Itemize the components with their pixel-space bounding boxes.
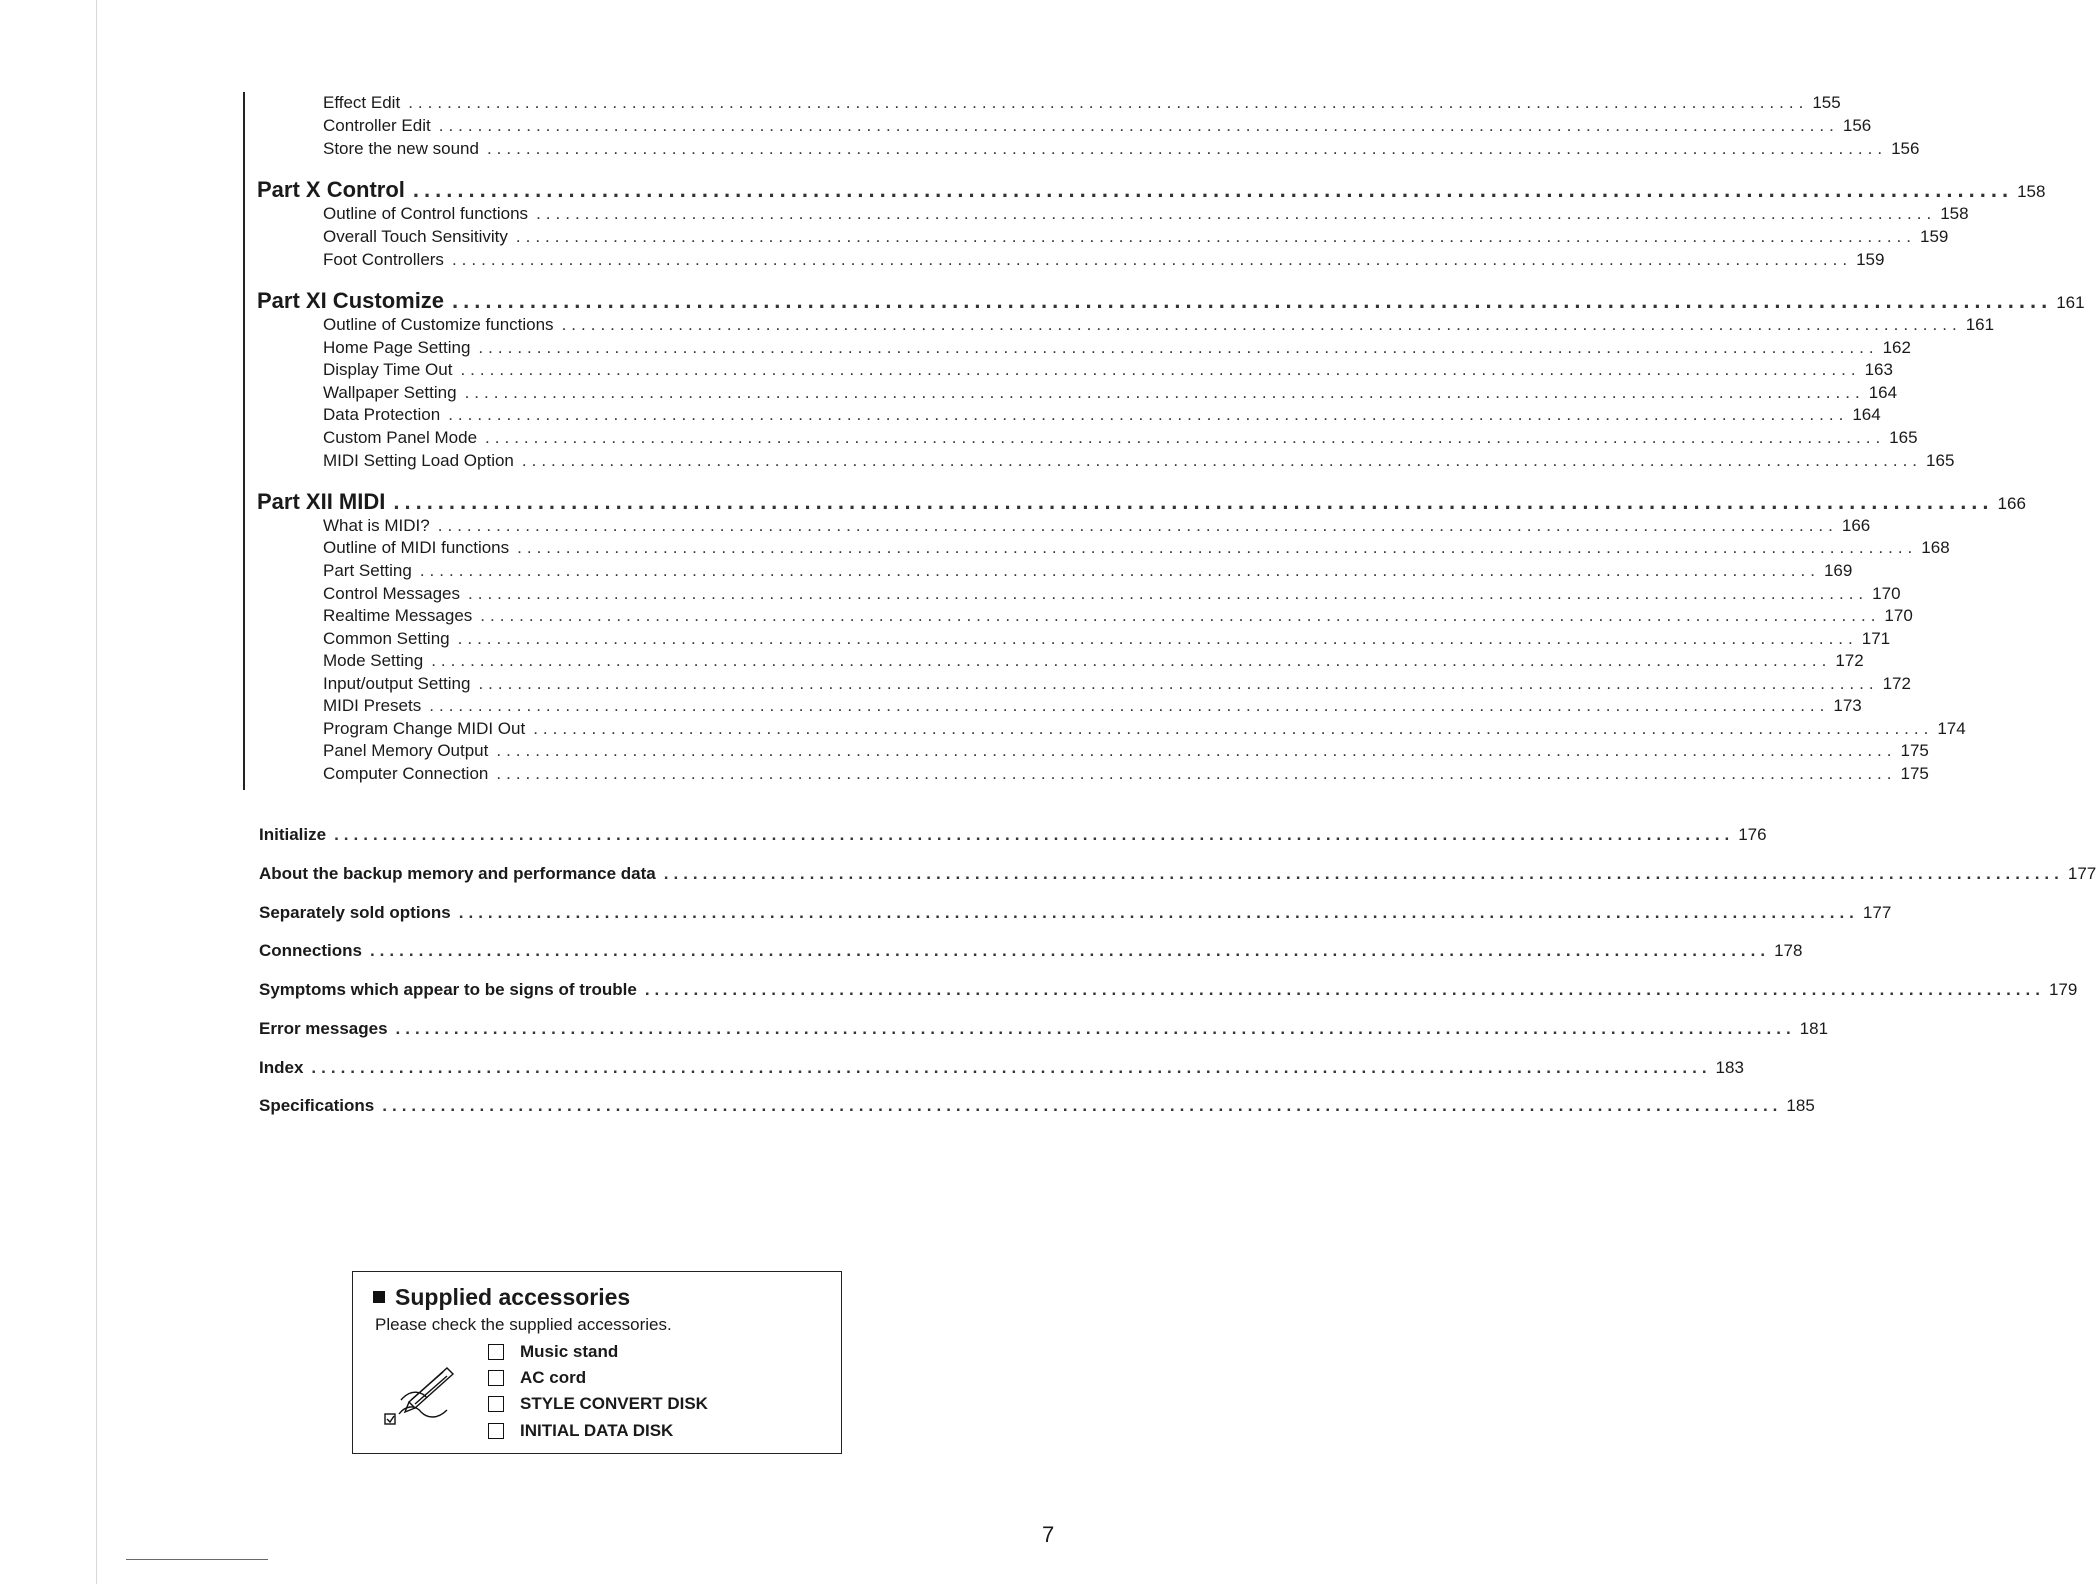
toc-entry-label: Data Protection: [323, 405, 441, 424]
toc-misc-label: Specifications: [259, 1096, 375, 1115]
toc-entry-label: Panel Memory Output: [323, 741, 489, 760]
accessories-title: Supplied accessories: [395, 1284, 631, 1310]
toc-entry-page: 155: [1812, 93, 1841, 112]
dot-leader: ................................................................................................................................................: [429, 696, 1830, 715]
dot-leader: ................................................................................................................................................: [517, 538, 1918, 557]
checkbox-icon[interactable]: [488, 1396, 504, 1412]
toc-entry-label: Home Page Setting: [323, 338, 471, 357]
toc-entry[interactable]: [323, 651, 1864, 671]
accessories-note: Please check the supplied accessories.: [375, 1315, 672, 1334]
dot-leader: ................................................................................................................................................: [451, 250, 1853, 269]
dot-leader: ................................................................................................................................................: [478, 338, 1879, 357]
toc-entry-label: MIDI Setting Load Option: [323, 451, 514, 470]
toc-entry-page: 168: [1921, 538, 1950, 557]
dot-leader: ................................................................................................................................................: [521, 451, 1923, 470]
toc-misc-entry[interactable]: [259, 864, 2096, 884]
accessory-item[interactable]: [488, 1394, 708, 1414]
toc-part-heading[interactable]: [257, 489, 2026, 515]
supplied-accessories-box: [352, 1271, 842, 1454]
accessory-item[interactable]: [488, 1421, 673, 1441]
dot-leader: ................................................................................................................................................: [496, 764, 1897, 783]
toc-entry-label: Custom Panel Mode: [323, 428, 478, 447]
accessory-item[interactable]: [488, 1368, 586, 1388]
toc-entry-label: Input/output Setting: [323, 674, 471, 693]
part-title: Part XI Customize: [257, 288, 445, 313]
dot-leader: ................................................................................................................................................: [311, 1058, 1712, 1077]
toc-entry-label: Computer Connection: [323, 764, 489, 783]
toc-entry[interactable]: [323, 315, 1995, 335]
dot-leader: ................................................................................................................................................: [437, 516, 1838, 535]
toc-entry-page: 171: [1861, 629, 1891, 648]
toc-entry-page: 158: [1940, 204, 1969, 223]
toc-misc-page: 177: [1862, 903, 1892, 922]
toc-entry-page: 162: [1882, 338, 1911, 357]
dot-leader: ................................................................................................................................................: [478, 674, 1879, 693]
checkbox-icon[interactable]: [488, 1423, 504, 1439]
toc-entry[interactable]: [323, 204, 1969, 224]
toc-misc-entry[interactable]: [259, 941, 1803, 961]
toc-entry[interactable]: [323, 674, 1911, 694]
part-page: 158: [2017, 182, 2046, 201]
toc-entry[interactable]: [323, 741, 1929, 761]
part-title: Part XII MIDI: [257, 489, 386, 514]
toc-entry-page: 175: [1900, 764, 1929, 783]
toc-entry[interactable]: [323, 405, 1881, 425]
toc-entry-page: 175: [1900, 741, 1929, 760]
toc-entry[interactable]: [323, 227, 1949, 247]
dot-leader: ................................................................................................................................................: [515, 227, 1917, 246]
part-page: 166: [1997, 494, 2026, 513]
toc-entry-label: Outline of Customize functions: [323, 315, 554, 334]
toc-entry[interactable]: [323, 606, 1913, 626]
toc-misc-page: 177: [2067, 864, 2096, 883]
toc-entry-label: What is MIDI?: [323, 516, 430, 535]
accessory-label: AC cord: [520, 1368, 587, 1387]
toc-misc-entry[interactable]: [259, 1058, 1744, 1078]
section-rule: [243, 92, 245, 790]
dot-leader: ................................................................................................................................................: [431, 651, 1832, 670]
dot-leader: ................................................................................................................................................: [382, 1096, 1783, 1115]
toc-entry-page: 169: [1823, 561, 1853, 580]
dot-leader: ................................................................................................................................................: [486, 139, 1888, 158]
toc-entry[interactable]: [323, 764, 1929, 784]
dot-leader: ................................................................................................................................................: [369, 941, 1771, 960]
toc-misc-page: 185: [1786, 1096, 1815, 1115]
dot-leader: ................................................................................................................................................: [419, 561, 1820, 580]
dot-leader: ................................................................................................................................................: [457, 629, 1858, 648]
toc-entry[interactable]: [323, 250, 1885, 270]
accessories-heading: [373, 1284, 630, 1311]
toc-entry-page: 174: [1937, 719, 1966, 738]
toc-misc-page: 179: [2048, 980, 2078, 999]
accessory-item[interactable]: [488, 1342, 618, 1362]
toc-entry-page: 165: [1889, 428, 1918, 447]
toc-entry-page: 156: [1891, 139, 1920, 158]
toc-misc-entry[interactable]: [259, 980, 2078, 1000]
toc-entry[interactable]: [323, 696, 1862, 716]
toc-misc-entry[interactable]: [259, 1019, 1829, 1039]
dot-leader: ................................................................................................................................................: [644, 980, 2045, 999]
toc-entry[interactable]: [323, 360, 1893, 380]
toc-misc-label: Initialize: [259, 825, 327, 844]
toc-entry-page: 170: [1884, 606, 1913, 625]
dot-leader: ................................................................................................................................................: [536, 204, 1937, 223]
toc-entry[interactable]: [323, 139, 1920, 159]
dot-leader: ................................................................................................................................................: [533, 719, 1934, 738]
toc-entry-page: 170: [1872, 584, 1901, 603]
toc-part-heading[interactable]: [257, 288, 2085, 314]
dot-leader: ................................................................................................................................................: [395, 1019, 1796, 1038]
toc-entry-label: Realtime Messages: [323, 606, 473, 625]
toc-entry[interactable]: [323, 116, 1872, 136]
dot-leader: ................................................................................................................................................: [460, 360, 1861, 379]
part-title: Part X Control: [257, 177, 405, 202]
dot-leader: ................................................................................................................................................: [485, 428, 1886, 447]
toc-entry[interactable]: [323, 451, 1955, 471]
checkbox-icon[interactable]: [488, 1344, 504, 1360]
dot-leader: ................................................................................................................................................: [334, 825, 1735, 844]
toc-entry-page: 159: [1856, 250, 1885, 269]
toc-misc-page: 176: [1738, 825, 1767, 844]
toc-misc-entry[interactable]: [259, 825, 1767, 845]
toc-misc-page: 178: [1774, 941, 1803, 960]
toc-entry[interactable]: [323, 538, 1950, 558]
toc-entry-page: 173: [1833, 696, 1862, 715]
dot-leader: ................................................................................................................................................: [393, 489, 1994, 514]
toc-entry[interactable]: [323, 338, 1911, 358]
dot-leader: ................................................................................................................................................: [412, 177, 2014, 202]
toc-entry[interactable]: [323, 584, 1901, 604]
toc-entry-page: 165: [1926, 451, 1955, 470]
toc-misc-entry[interactable]: [259, 1096, 1815, 1116]
toc-entry-page: 164: [1852, 405, 1881, 424]
toc-entry-label: Part Setting: [323, 561, 412, 580]
toc-entry-page: 161: [1965, 315, 1995, 334]
dot-leader: ................................................................................................................................................: [468, 584, 1869, 603]
toc-entry[interactable]: [323, 719, 1966, 739]
accessory-label: INITIAL DATA DISK: [520, 1421, 674, 1440]
dot-leader: ................................................................................................................................................: [663, 864, 2064, 883]
toc-entry-label: Outline of MIDI functions: [323, 538, 510, 557]
toc-entry-label: Overall Touch Sensitivity: [323, 227, 508, 246]
page-number: 7: [1042, 1522, 1055, 1547]
toc-entry-page: 166: [1841, 516, 1871, 535]
toc-entry-label: Control Messages: [323, 584, 461, 603]
toc-part-heading[interactable]: [257, 177, 2046, 203]
toc-entry-page: 156: [1842, 116, 1872, 135]
toc-misc-label: Index: [259, 1058, 304, 1077]
toc-entry[interactable]: [323, 428, 1918, 448]
toc-entry-label: Foot Controllers: [323, 250, 444, 269]
toc-entry-page: 163: [1864, 360, 1893, 379]
toc-entry-page: 159: [1920, 227, 1949, 246]
part-page: 161: [2056, 293, 2085, 312]
toc-entry-page: 172: [1882, 674, 1911, 693]
pen-check-icon: [381, 1364, 461, 1426]
toc-misc-page: 183: [1715, 1058, 1744, 1077]
dot-leader: ................................................................................................................................................: [496, 741, 1897, 760]
toc-misc-page: 181: [1799, 1019, 1829, 1038]
toc-misc-label: Symptoms which appear to be signs of trouble: [259, 980, 637, 999]
toc-misc-label: Connections: [259, 941, 362, 960]
toc-entry[interactable]: [323, 516, 1871, 536]
toc-misc-entry[interactable]: [259, 903, 1892, 923]
toc-entry-label: Controller Edit: [323, 116, 431, 135]
dot-leader: ................................................................................................................................................: [438, 116, 1839, 135]
dot-leader: ................................................................................................................................................: [480, 606, 1881, 625]
toc-entry-label: Program Change MIDI Out: [323, 719, 526, 738]
footer-rule: [126, 1559, 268, 1560]
toc-entry-label: Mode Setting: [323, 651, 424, 670]
binding-margin-line: [96, 0, 97, 1584]
dot-leader: ................................................................................................................................................: [464, 383, 1865, 402]
dot-leader: ................................................................................................................................................: [408, 93, 1809, 112]
toc-entry-label: Store the new sound: [323, 139, 479, 158]
dot-leader: ................................................................................................................................................: [452, 288, 2053, 313]
toc-entry-label: Effect Edit: [323, 93, 401, 112]
toc-entry-label: Common Setting: [323, 629, 450, 648]
toc-misc-label: Separately sold options: [259, 903, 451, 922]
toc-entry[interactable]: [323, 561, 1853, 581]
toc-entry[interactable]: [323, 93, 1841, 113]
toc-entry-page: 172: [1835, 651, 1864, 670]
dot-leader: ................................................................................................................................................: [448, 405, 1849, 424]
toc-entry-page: 164: [1868, 383, 1898, 402]
toc-misc-label: Error messages: [259, 1019, 388, 1038]
checkbox-icon[interactable]: [488, 1370, 504, 1386]
square-bullet-icon: [373, 1291, 385, 1303]
accessory-label: STYLE CONVERT DISK: [520, 1394, 708, 1413]
toc-entry[interactable]: [323, 629, 1891, 649]
dot-leader: ................................................................................................................................................: [561, 315, 1962, 334]
toc-misc-label: About the backup memory and performance data: [259, 864, 656, 883]
toc-entry-label: Display Time Out: [323, 360, 453, 379]
toc-entry-label: Wallpaper Setting: [323, 383, 457, 402]
toc-entry[interactable]: [323, 383, 1898, 403]
dot-leader: ................................................................................................................................................: [458, 903, 1859, 922]
toc-entry-label: MIDI Presets: [323, 696, 422, 715]
toc-entry-label: Outline of Control functions: [323, 204, 529, 223]
accessory-label: Music stand: [520, 1342, 619, 1361]
